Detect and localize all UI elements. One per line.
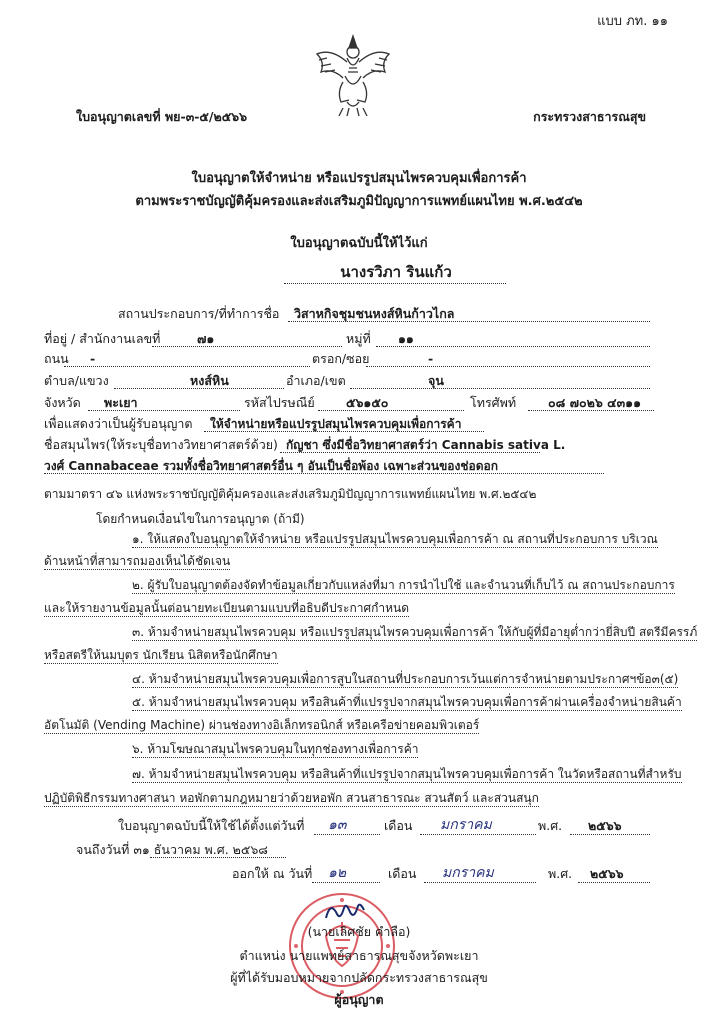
delegation-text: ผู้ที่ได้รับมอบหมายจากปลัดกระทรวงสาธารณสุข <box>230 970 488 985</box>
title-line-2: ตามพระราชบัญญัติคุ้มครองและส่งเสริมภูมิปัญญาการแพทย์แผนไทย พ.ศ.๒๕๔๒ <box>135 194 583 209</box>
soi-value: - <box>428 351 434 366</box>
province-label: จังหวัด <box>44 395 81 410</box>
place-label: สถานประกอบการ/ที่ทำการชื่อ <box>118 306 280 321</box>
condition-2-line-2: และให้รายงานข้อมูลนั้นต่อนายทะเบียนตามแบบที่อธิบดีประกาศกำหนด <box>44 601 409 615</box>
herb-value-line-1: กัญชา ซึ่งมีชื่อวิทยาศาสตร์ว่า Cannabis sativa L. <box>286 438 566 452</box>
valid-from-day: ๑๓ <box>328 817 347 833</box>
condition-1-line-2: ด้านหน้าที่สามารถมองเห็นได้ชัดเจน <box>44 554 231 568</box>
form-code: แบบ ภท. ๑๑ <box>597 14 668 29</box>
signatory-position: ตำแหน่ง นายแพทย์สาธารณสุขจังหวัดพะเยา <box>239 948 479 963</box>
condition-4: ๔. ห้ามจำหน่ายสมุนไพรควบคุมเพื่อการสูบในสถานที่ประกอบการเว้นแต่การจำหน่ายตามประกาศฯข้อ๓(๕) <box>132 672 679 686</box>
ministry-name: กระทรวงสาธารณสุข <box>533 109 646 124</box>
phone-label: โทรศัพท์ <box>470 395 517 410</box>
valid-from-year-label: พ.ศ. <box>538 818 563 833</box>
address-value: ๗๑ <box>197 331 215 346</box>
moo-label: หมู่ที่ <box>346 331 371 346</box>
valid-until: จนถึงวันที่ ๓๑ ธันวาคม พ.ศ. ๒๕๖๘ <box>76 842 268 857</box>
condition-5-line-1: ๕. ห้ามจำหน่ายสมุนไพรควบคุม หรือสินค้าที่แปรรูปจากสมุนไพรควบคุมเพื่อการค้าผ่านเครื่องจำหน่ายสินค้า <box>132 695 682 709</box>
condition-2-line-1: ๒. ผู้รับใบอนุญาตต้องจัดทำข้อมูลเกี่ยวกับแหล่งที่มา การนำไปใช้ และจำนวนที่เก็บไว้ ณ สถานประกอบการ <box>132 578 675 592</box>
subdistrict-label: ตำบล/แขวง <box>44 373 109 388</box>
herb-value-line-2: วงศ์ Cannabaceae รวมทั้งชื่อวิทยาศาสตร์อื่น ๆ อันเป็นชื่อพ้อง เฉพาะส่วนของช่อดอก <box>44 459 498 473</box>
issued-to-label: ใบอนุญาตฉบับนี้ให้ไว้แก่ <box>290 236 428 251</box>
province-value: พะเยา <box>104 395 138 410</box>
title-line-1: ใบอนุญาตให้จำหน่าย หรือแปรรูปสมุนไพรควบคุมเพื่อการค้า <box>191 171 527 186</box>
handwritten-signature <box>322 898 368 926</box>
moo-value: ๑๑ <box>398 331 414 346</box>
issued-month: มกราคม <box>442 865 494 881</box>
condition-3-line-2: หรือสตรีให้นมบุตร นักเรียน นิสิตหรือนักศึกษา <box>44 648 278 662</box>
valid-from-year: ๒๕๖๖ <box>588 818 622 833</box>
licensor-role: ผู้อนุญาต <box>334 992 384 1007</box>
licensee-name: นางรวิภา รินแก้ว <box>340 263 452 281</box>
postcode-label: รหัสไปรษณีย์ <box>244 395 315 410</box>
district-label: อำเภอ/เขต <box>286 373 346 388</box>
condition-3-line-1: ๓. ห้ามจำหน่ายสมุนไพรควบคุม หรือแปรรูปสมุนไพรควบคุมเพื่อการค้า ให้กับผู้ที่มีอายุต่ำกว่ายี่สิบปี สตรีมีครรภ์ <box>132 625 698 639</box>
issued-year-label: พ.ศ. <box>548 866 573 881</box>
soi-label: ตรอก/ซอย <box>312 351 370 366</box>
section-reference: ตามมาตรา ๔๖ แห่งพระราชบัญญัติคุ้มครองและส่งเสริมภูมิปัญญาการแพทย์แผนไทย พ.ศ.๒๕๔๒ <box>44 487 537 501</box>
postcode-value: ๕๖๑๕๐ <box>346 395 389 410</box>
condition-5-line-2: อัตโนมัติ (Vending Machine) ผ่านช่องทางอิเล็กทรอนิกส์ หรือเครือข่ายคอมพิวเตอร์ <box>44 718 480 732</box>
condition-1-line-1: ๑. ให้แสดงใบอนุญาตให้จำหน่าย หรือแปรรูปสมุนไพรควบคุมเพื่อการค้า ณ สถานที่ประกอบการ บริเวณ <box>132 532 658 546</box>
issued-year: ๒๕๖๖ <box>590 866 624 881</box>
valid-from-month: มกราคม <box>440 817 492 833</box>
condition-6: ๖. ห้ามโฆษณาสมุนไพรควบคุมในทุกช่องทางเพื่อการค้า <box>132 742 419 756</box>
purpose-label: เพื่อแสดงว่าเป็นผู้รับอนุญาต <box>44 416 193 431</box>
purpose-value: ให้จำหน่ายหรือแปรรูปสมุนไพรควบคุมเพื่อการค้า <box>210 417 462 431</box>
subdistrict-value: หงส์หิน <box>190 373 229 388</box>
phone-value: ๐๘ ๗๐๒๖ ๔๓๑๑ <box>548 395 642 410</box>
issued-month-label: เดือน <box>388 866 417 881</box>
road-value: - <box>90 351 96 366</box>
conditions-intro: โดยกำหนดเงื่อนไขในการอนุญาต (ถ้ามี) <box>96 512 305 526</box>
herb-label: ชื่อสมุนไพร(ให้ระบุชื่อทางวิทยาศาสตร์ด้วย) <box>44 437 278 452</box>
valid-from-label: ใบอนุญาตฉบับนี้ให้ใช้ได้ตั้งแต่วันที่ <box>118 818 305 833</box>
issued-date-label: ออกให้ ณ วันที่ <box>232 866 313 881</box>
garuda-emblem-icon <box>313 28 393 120</box>
condition-7-line-1: ๗. ห้ามจำหน่ายสมุนไพรควบคุม หรือสินค้าที่แปรรูปจากสมุนไพรควบคุมเพื่อการค้า ในวัดหรือสถานที่สำหรับ <box>132 767 682 781</box>
condition-7-line-2: ปฏิบัติพิธีกรรมทางศาสนา หอพักตามกฎหมายว่าด้วยหอพัก สวนสาธารณะ สวนสัตว์ และสวนสนุก <box>44 791 539 805</box>
address-label: ที่อยู่ / สำนักงานเลขที่ <box>44 331 161 346</box>
place-value: วิสาหกิจชุมชนหงส์หินก้าวไกล <box>294 306 455 321</box>
issued-day: ๑๒ <box>328 865 347 881</box>
signatory-name: (นายเลิศชัย คำลือ) <box>307 924 411 939</box>
road-label: ถนน <box>44 351 69 366</box>
valid-from-month-label: เดือน <box>384 818 413 833</box>
license-number: ใบอนุญาตเลขที่ พย-๓-๕/๒๕๖๖ <box>76 109 248 124</box>
district-value: จุน <box>428 373 444 388</box>
